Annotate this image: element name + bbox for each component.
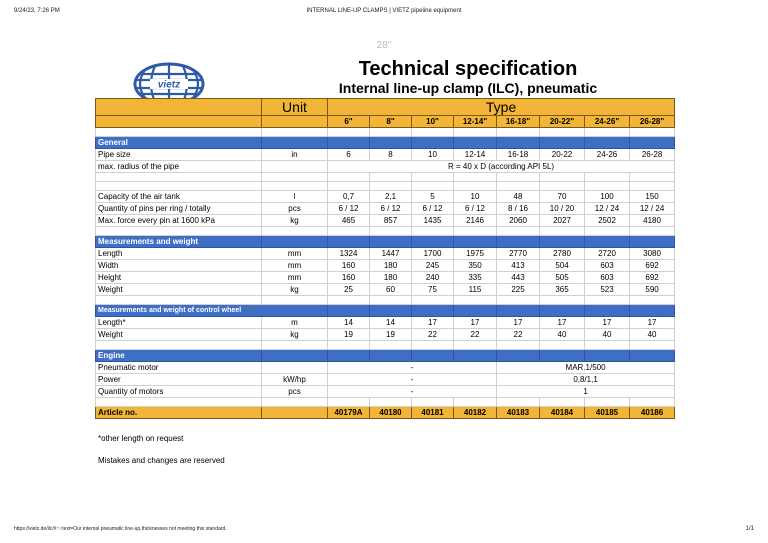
size-cell: 20-22" [540,116,585,128]
cell: 8 [370,149,412,161]
cell: 2027 [540,215,585,227]
row-unit: kg [262,284,328,296]
size-cell: 16-18" [497,116,540,128]
cell: 20-22 [540,149,585,161]
cell: 443 [497,272,540,284]
row-label: Length [96,248,262,260]
unit-header: Unit [262,99,328,116]
row-label: Quantity of pins per ring / totally [96,203,262,215]
section-engine [96,350,675,362]
print-datetime: 9/24/23, 7:26 PM [14,8,60,14]
cell: 24-26 [585,149,630,161]
print-page-title: INTERNAL LINE-UP CLAMPS | VIETZ pipeline equipment [306,8,462,14]
row-label: Capacity of the air tank [96,191,262,203]
cell: 3080 [630,248,675,260]
table-row [96,203,675,215]
cell: 150 [630,191,675,203]
cell: 48 [497,191,540,203]
section-title: General [96,137,262,149]
cell: 2060 [497,215,540,227]
row-label: Width [96,260,262,272]
cell: 2,1 [370,191,412,203]
table-row [96,284,675,296]
table-row [96,329,675,341]
cell: 17 [630,317,675,329]
merged-cell: R = 40 x D (according API 5L) [328,161,675,173]
cell: 60 [370,284,412,296]
row-label: max. radius of the pipe [96,161,262,173]
cell: 504 [540,260,585,272]
cell: 19 [328,329,370,341]
cell: 335 [454,272,497,284]
section-measurements [96,236,675,248]
table-row [96,260,675,272]
article-row [96,407,675,419]
cell: 10 / 20 [540,203,585,215]
cell: 1700 [412,248,454,260]
row-unit [262,362,328,374]
merged-cell: - [328,374,497,386]
size-cell: 8" [370,116,412,128]
cell: 40 [585,329,630,341]
footnote: *other length on request [98,434,184,443]
cell: 17 [585,317,630,329]
table-row [96,317,675,329]
row-label: Length* [96,317,262,329]
cell: 17 [454,317,497,329]
cell: 692 [630,272,675,284]
row-label: Weight [96,329,262,341]
table-row [96,149,675,161]
size-cell: 10" [412,116,454,128]
article-cell: 40179A [328,407,370,419]
row-label: Weight [96,284,262,296]
article-cell: 40186 [630,407,675,419]
cell: 413 [497,260,540,272]
cell: 26-28 [630,149,675,161]
cell: 6 / 12 [454,203,497,215]
table-header-row [96,99,675,116]
cell: 857 [370,215,412,227]
print-url: https://vietz.de/ilc/#:~:text=Our internal pneumatic line-up,thicknesses not meeting this standard. [14,526,227,532]
cell: 365 [540,284,585,296]
row-unit: pcs [262,386,328,398]
row-label: Article no. [96,407,262,419]
print-page-count: 1/1 [745,526,754,532]
cell: 505 [540,272,585,284]
cell: 160 [328,272,370,284]
page-size-label: 28" [376,40,392,51]
size-cell: 24-26" [585,116,630,128]
article-cell: 40181 [412,407,454,419]
merged-cell: - [328,362,497,374]
type-header: Type [328,99,675,116]
cell: 10 [412,149,454,161]
cell: 8 / 16 [497,203,540,215]
cell: 12-14 [454,149,497,161]
disclaimer: Mistakes and changes are reserved [98,456,225,465]
size-cell: 26-28" [630,116,675,128]
table-row [96,386,675,398]
row-unit: m [262,317,328,329]
cell: 6 / 12 [370,203,412,215]
row-label: Quantity of motors [96,386,262,398]
cell: 12 / 24 [585,203,630,215]
logo-text: vietz [157,79,181,91]
cell: 245 [412,260,454,272]
cell: 1324 [328,248,370,260]
row-unit: kg [262,215,328,227]
spec-title: Technical specification [358,58,578,80]
spec-subtitle: Internal line-up clamp (ILC), pneumatic [338,80,598,96]
article-cell: 40182 [454,407,497,419]
row-label: Max. force every pin at 1600 kPa [96,215,262,227]
row-label: Pipe size [96,149,262,161]
table-row [96,248,675,260]
table-row [96,272,675,284]
cell: 6 / 12 [412,203,454,215]
cell: 10 [454,191,497,203]
sizes-row [96,116,675,128]
cell: 0,7 [328,191,370,203]
cell: 4180 [630,215,675,227]
cell: 40 [540,329,585,341]
cell: 465 [328,215,370,227]
row-label: Pneumatic motor [96,362,262,374]
cell: 2502 [585,215,630,227]
cell: 1447 [370,248,412,260]
cell: 19 [370,329,412,341]
cell: 240 [412,272,454,284]
cell: 17 [497,317,540,329]
cell: 14 [370,317,412,329]
merged-cell: 0,8/1,1 [497,374,675,386]
merged-cell: MAR.1/500 [497,362,675,374]
cell: 14 [328,317,370,329]
section-title: Measurements and weight of control wheel [96,305,328,317]
cell: 2720 [585,248,630,260]
row-unit: pcs [262,203,328,215]
row-unit: mm [262,260,328,272]
cell: 225 [497,284,540,296]
row-unit: l [262,191,328,203]
cell: 180 [370,272,412,284]
cell: 2770 [497,248,540,260]
cell: 603 [585,272,630,284]
row-unit: mm [262,272,328,284]
table-row [96,161,675,173]
table-row [96,191,675,203]
row-unit: kW/hp [262,374,328,386]
row-unit: kg [262,329,328,341]
size-cell: 12-14" [454,116,497,128]
cell: 22 [497,329,540,341]
article-cell: 40183 [497,407,540,419]
cell: 523 [585,284,630,296]
cell: 17 [412,317,454,329]
cell: 75 [412,284,454,296]
cell: 2780 [540,248,585,260]
merged-cell: - [328,386,497,398]
cell: 25 [328,284,370,296]
cell: 115 [454,284,497,296]
size-cell: 6" [328,116,370,128]
cell: 16-18 [497,149,540,161]
cell: 70 [540,191,585,203]
cell: 1435 [412,215,454,227]
cell: 350 [454,260,497,272]
article-cell: 40180 [370,407,412,419]
cell: 2146 [454,215,497,227]
cell: 692 [630,260,675,272]
cell: 100 [585,191,630,203]
cell: 17 [540,317,585,329]
table-row [96,374,675,386]
table-row [96,362,675,374]
spec-table [95,98,675,419]
cell: 5 [412,191,454,203]
row-unit: mm [262,248,328,260]
table-row [96,215,675,227]
cell: 6 [328,149,370,161]
cell: 160 [328,260,370,272]
article-cell: 40185 [585,407,630,419]
cell: 603 [585,260,630,272]
cell: 1975 [454,248,497,260]
cell: 22 [454,329,497,341]
section-control-wheel [96,305,675,317]
section-title: Engine [96,350,262,362]
cell: 590 [630,284,675,296]
cell: 12 / 24 [630,203,675,215]
cell: 180 [370,260,412,272]
cell: 22 [412,329,454,341]
row-unit: in [262,149,328,161]
cell: 6 / 12 [328,203,370,215]
article-cell: 40184 [540,407,585,419]
row-label: Height [96,272,262,284]
section-title: Measurements and weight [96,236,262,248]
section-general [96,137,675,149]
merged-cell: 1 [497,386,675,398]
row-label: Power [96,374,262,386]
cell: 40 [630,329,675,341]
